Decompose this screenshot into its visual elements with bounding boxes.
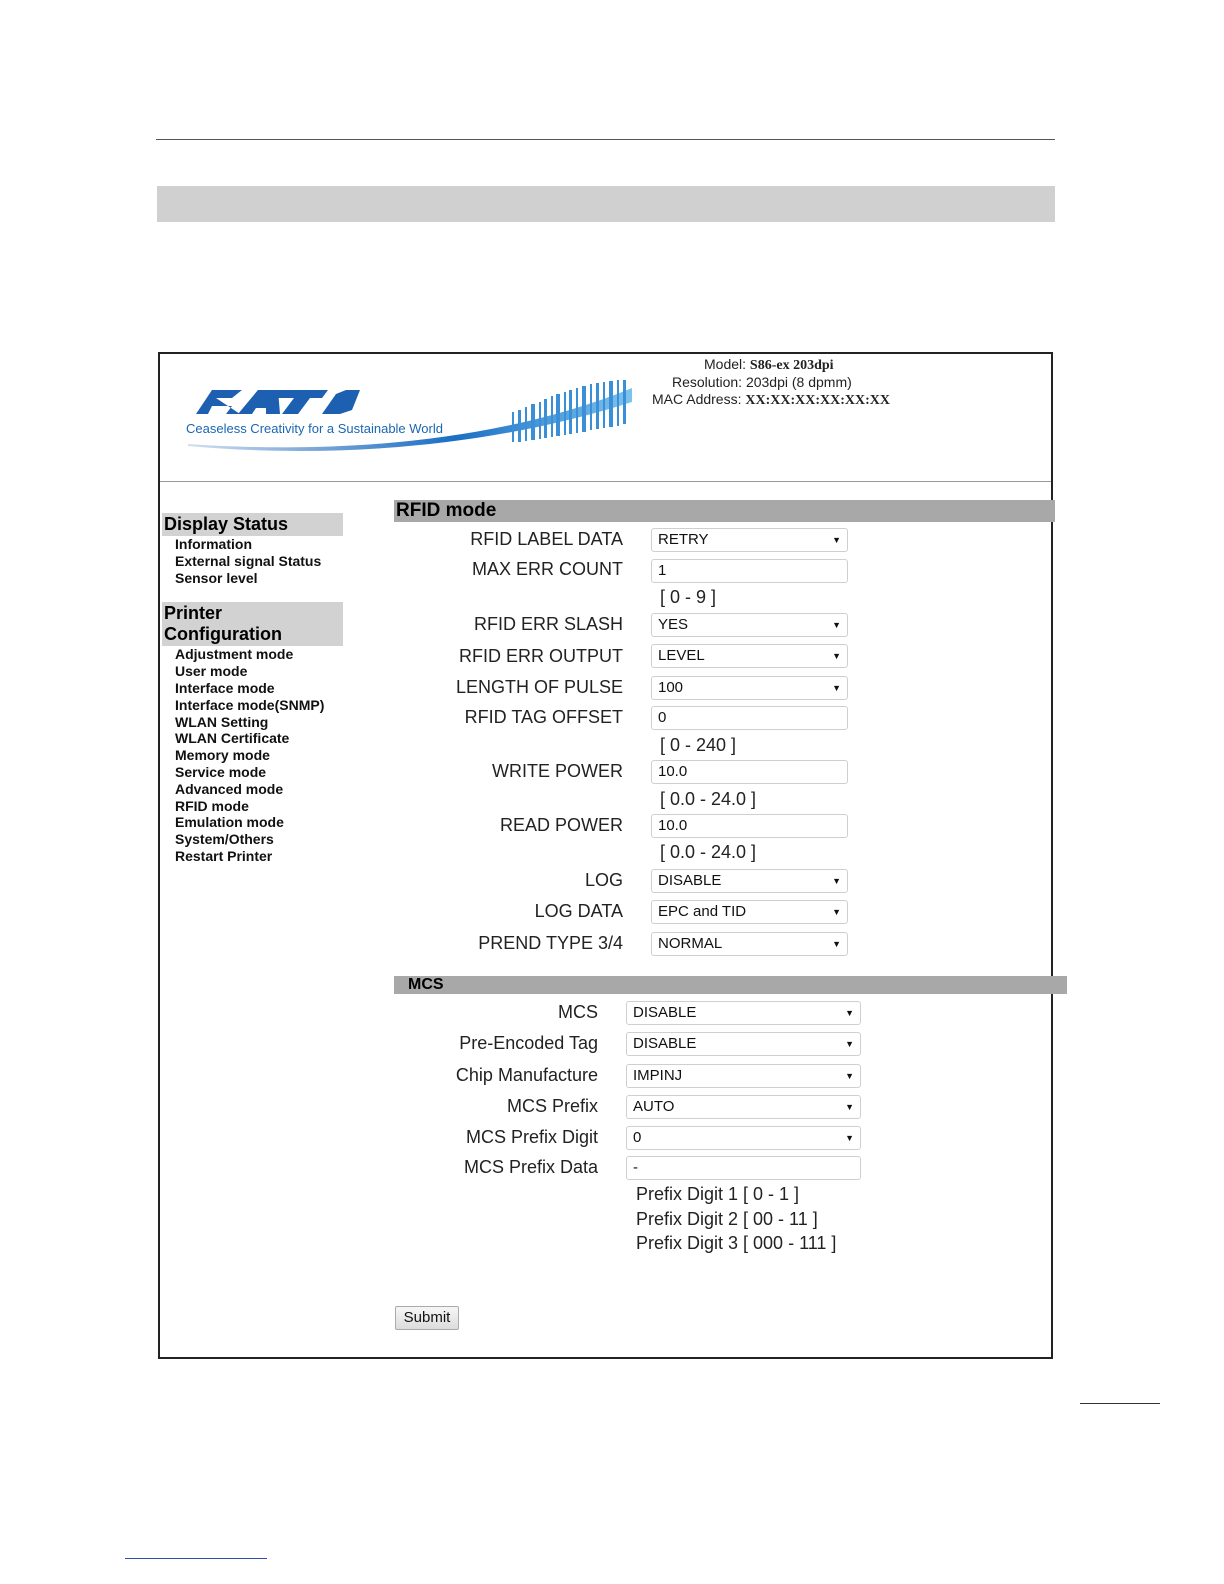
nav-item-interface-mode-snmp[interactable]: Interface mode(SNMP) [175,696,325,713]
sidebar-nav [162,513,352,865]
rfid-tag-offset-label: RFID TAG OFFSET [464,707,623,727]
mcs-prefix-digit-select[interactable]: 0 ▼ [626,1126,861,1150]
pre-encoded-tag-select[interactable]: DISABLE ▼ [626,1032,861,1056]
write-power-label: WRITE POWER [492,761,623,781]
nav-heading-display-status: Display Status [162,513,343,536]
footer-link-rule [125,1558,267,1559]
nav-item-emulation-mode[interactable]: Emulation mode [175,814,284,831]
rfid-err-slash-select[interactable]: YES ▼ [651,613,848,637]
rfid-label-data-select[interactable]: RETRY ▼ [651,528,848,552]
write-power-range: [ 0.0 - 24.0 ] [660,789,757,809]
nav-item-user-mode[interactable]: User mode [175,663,248,680]
length-of-pulse-select[interactable]: 100 ▼ [651,676,848,700]
rfid-label-data-label: RFID LABEL DATA [470,529,623,549]
write-power-input[interactable]: 10.0 [651,760,848,784]
rfid-tag-offset-input[interactable]: 0 [651,706,848,730]
printer-info [652,356,890,409]
nav-item-sensor-level[interactable]: Sensor level [175,569,258,586]
tagline: Ceaseless Creativity for a Sustainable World [186,421,443,436]
nav-item-adjustment-mode[interactable]: Adjustment mode [175,646,294,663]
rfid-section-title: RFID mode [394,500,1055,522]
resolution-value: 203dpi (8 dpmm) [745,374,852,390]
nav-item-advanced-mode[interactable]: Advanced mode [175,780,284,797]
nav-item-restart-printer[interactable]: Restart Printer [175,847,273,864]
nav-item-service-mode[interactable]: Service mode [175,763,267,780]
web-config-screenshot [158,352,1053,1359]
submit-button[interactable]: Submit [395,1306,459,1330]
prefix-digit-1-note: Prefix Digit 1 [ 0 - 1 ] [636,1184,800,1204]
mcs-prefix-digit-label: MCS Prefix Digit [465,1127,598,1147]
log-select[interactable]: DISABLE ▼ [651,869,848,893]
nav-item-wlan-certificate[interactable]: WLAN Certificate [175,730,290,747]
nav-item-wlan-setting[interactable]: WLAN Setting [175,713,269,730]
pre-encoded-tag-label: Pre-Encoded Tag [459,1033,598,1053]
resolution-label: Resolution: [672,374,743,390]
read-power-input[interactable]: 10.0 [651,814,848,838]
nav-item-external-signal-status[interactable]: External signal Status [175,552,322,569]
log-label: LOG [584,870,623,890]
header-separator [160,481,1051,482]
prend-type-label: PREND TYPE 3/4 [478,933,623,953]
rfid-tag-offset-range: [ 0 - 240 ] [660,735,737,755]
mcs-prefix-data-label: MCS Prefix Data [463,1157,598,1177]
prefix-digit-2-note: Prefix Digit 2 [ 00 - 11 ] [636,1209,818,1229]
nav-item-interface-mode[interactable]: Interface mode [175,679,275,696]
length-of-pulse-label: LENGTH OF PULSE [455,677,623,697]
chip-manufacture-select[interactable]: IMPINJ ▼ [626,1064,861,1088]
sato-logo [182,380,632,460]
nav-item-information[interactable]: Information [175,536,252,552]
page-heading-band [157,186,1055,222]
prend-type-select[interactable]: NORMAL ▼ [651,932,848,956]
max-err-count-input[interactable]: 1 [651,559,848,583]
rfid-err-output-select[interactable]: LEVEL ▼ [651,644,848,668]
chip-manufacture-label: Chip Manufacture [455,1065,598,1085]
prefix-digit-3-note: Prefix Digit 3 [ 000 - 111 ] [636,1233,837,1253]
mcs-label: MCS [558,1002,598,1022]
log-data-label: LOG DATA [534,901,623,921]
nav-item-memory-mode[interactable]: Memory mode [175,747,270,764]
nav-heading-printer-configuration: Printer Configuration [162,602,343,646]
mcs-section-title: MCS [394,976,1067,994]
max-err-count-range: [ 0 - 9 ] [660,587,717,607]
rfid-err-output-label: RFID ERR OUTPUT [459,646,623,666]
mac-label: MAC Address: [652,391,742,407]
mcs-prefix-label: MCS Prefix [506,1096,598,1116]
page-top-rule [156,139,1055,140]
mcs-prefix-data-input[interactable]: - [626,1156,861,1180]
nav-item-system-others[interactable]: System/Others [175,831,274,848]
mcs-select[interactable]: DISABLE ▼ [626,1001,861,1025]
read-power-range: [ 0.0 - 24.0 ] [660,842,757,862]
rfid-err-slash-label: RFID ERR SLASH [473,614,623,634]
max-err-count-label: MAX ERR COUNT [471,559,623,579]
nav-item-rfid-mode[interactable]: RFID mode [175,797,249,814]
mcs-prefix-select[interactable]: AUTO ▼ [626,1095,861,1119]
read-power-label: READ POWER [499,815,623,835]
mac-value: XX:XX:XX:XX:XX:XX [745,393,891,408]
page-number-rule [1080,1403,1160,1404]
log-data-select[interactable]: EPC and TID ▼ [651,900,848,924]
model-value: S86-ex 203dpi [749,358,834,373]
model-label: Model: [704,356,747,372]
